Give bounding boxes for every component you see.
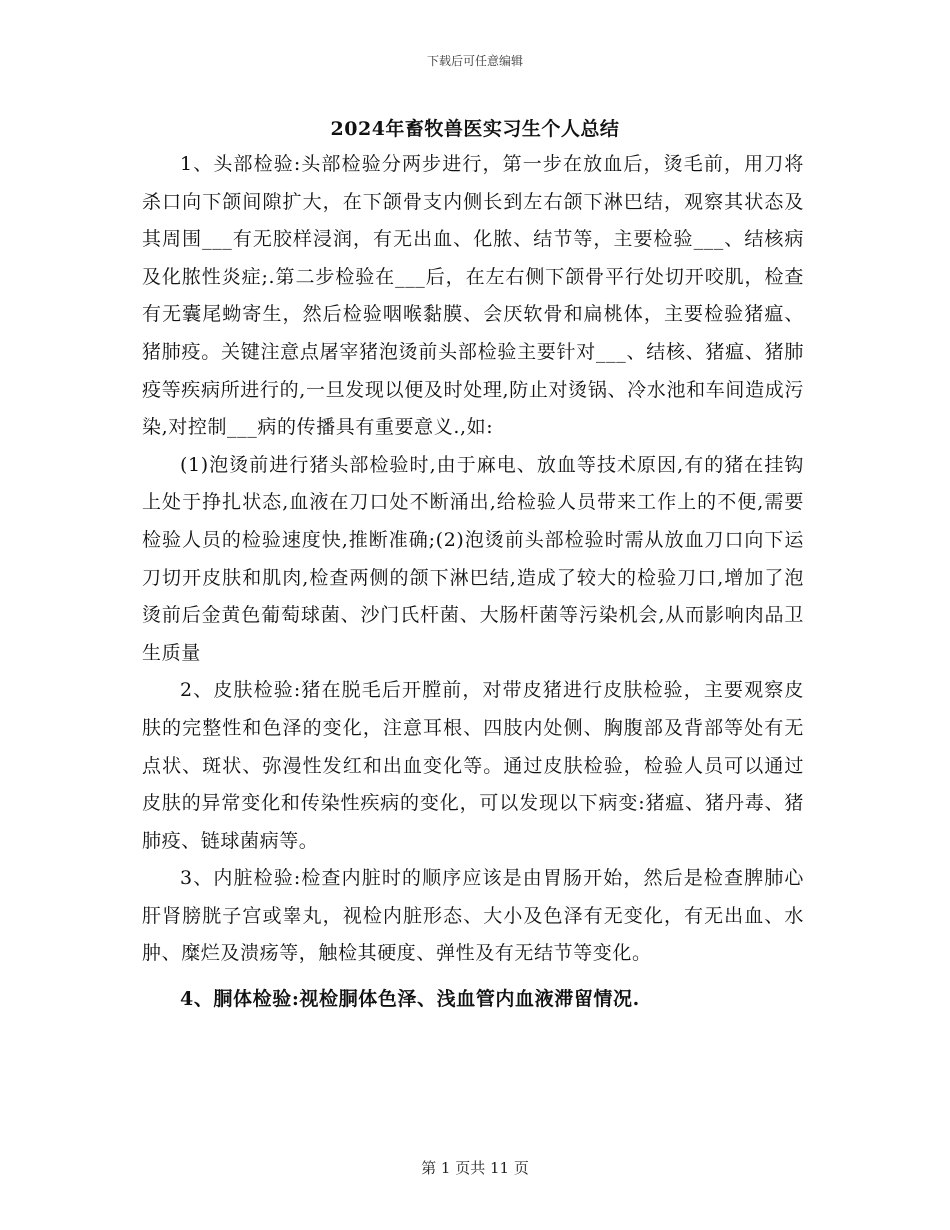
paragraph-head-inspection-issues: (1)泡烫前进行猪头部检验时,由于麻电、放血等技术原因,有的猪在挂钩上处于挣扎状态,血液在刀口处不断涌出,给检验人员带来工作上的不便,需要检验人员的检验速度快,推断准确;(2)泡烫前头部检验时需从放血刀口向下运刀切开皮肤和肌肉,检查两侧的颌下淋巴结,造成了较大的检验刀口,增加了泡烫前后金黄色葡萄球菌、沙门氏杆菌、大肠杆菌等污染机会,从而影响肉品卫生质量 [142,453,804,664]
document-body [142,146,804,1019]
paragraph-organ-inspection: 3、内脏检验:检查内脏时的顺序应该是由胃肠开始，然后是检查脾肺心肝肾膀胱子宫或睾丸，视检内脏形态、大小及色泽有无变化，有无出血、水肿、糜烂及溃疡等，触检其硬度、弹性及有无结节等变化。 [142,867,804,965]
paragraph-carcass-inspection: 4、胴体检验:视检胴体色泽、浅血管内血液滞留情况. [180,988,640,1011]
document-title: 2024年畜牧兽医实习生个人总结 [330,118,620,140]
paragraph-head-inspection: 1、头部检验:头部检验分两步进行，第一步在放血后，烫毛前，用刀将杀口向下颌间隙扩大，在下颌骨支内侧长到左右颌下淋巴结，观察其状态及其周围___有无胶样浸润，有无出血、化脓、结节等，主要检验___、结核病及化脓性炎症;.第二步检验在___后，在左右侧下颌骨平行处切开咬肌，检查有无囊尾蚴寄生，然后检验咽喉黏膜、会厌软骨和扁桃体，主要检验猪瘟、猪肺疫。关键注意点屠宰猪泡烫前头部检验主要针对___、结核、猪瘟、猪肺疫等疾病所进行的,一旦发现以便及时处理,防止对烫锅、冷水池和车间造成污染,对控制___病的传播具有重要意义.,如: [142,153,804,439]
page-header-note: 下载后可任意编辑 [426,54,523,68]
page-number: 第 1 页共 11 页 [421,1159,529,1177]
paragraph-skin-inspection: 2、皮肤检验:猪在脱毛后开膛前，对带皮猪进行皮肤检验，主要观察皮肤的完整性和色泽的变化，注意耳根、四肢内处侧、胸腹部及背部等处有无点状、斑状、弥漫性发红和出血变化等。通过皮肤检验，检验人员可以通过皮肤的异常变化和传染性疾病的变化，可以发现以下病变:猪瘟、猪丹毒、猪肺疫、链球菌病等。 [142,679,804,852]
